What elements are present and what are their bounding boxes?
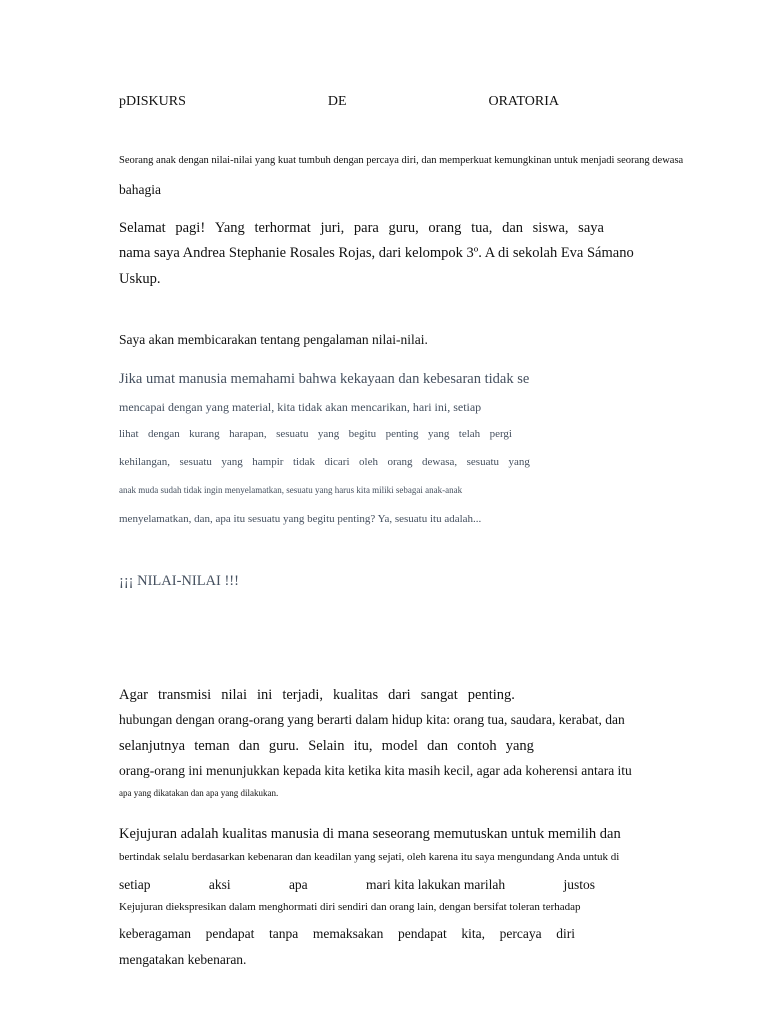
word: yang xyxy=(505,738,534,754)
word: Yang xyxy=(214,220,245,236)
word: ini xyxy=(257,687,273,703)
word: keberagaman xyxy=(119,926,191,941)
intro-line-2: nama saya Andrea Stephanie Rosales Rojas, dari kelompok 3º. A di sekolah Eva Sámano xyxy=(119,245,634,261)
paragraph1-line-1: Jika umat manusia memahami bahwa kekayaan dan kebesaran tidak se xyxy=(119,371,530,387)
word: oleh xyxy=(359,456,378,468)
word: tua, xyxy=(471,220,493,236)
word: sesuatu xyxy=(466,456,500,468)
subtitle-line-2: bahagia xyxy=(119,182,161,197)
word: selanjutnya xyxy=(119,738,186,754)
word: tidak xyxy=(292,456,315,468)
word: percaya xyxy=(499,926,542,941)
word: dari xyxy=(388,687,411,703)
paragraph3-line-5 xyxy=(119,927,575,941)
word: harapan, xyxy=(229,428,267,440)
paragraph3-line-6: mengatakan kebenaran. xyxy=(119,952,247,967)
paragraph1-line-5: anak muda sudah tidak ingin menyelamatkan, sesuatu yang harus kita miliki sebagai anak-anak xyxy=(119,485,463,495)
word: pendapat xyxy=(205,926,255,941)
word: dicari xyxy=(324,456,350,468)
exclamation-heading: ¡¡¡ NILAI-NILAI !!! xyxy=(119,573,239,589)
word: saya xyxy=(578,220,604,236)
word: pDISKURS xyxy=(119,94,186,109)
word: orang xyxy=(387,456,413,468)
paragraph3-line-1: Kejujuran adalah kualitas manusia di mana seseorang memutuskan untuk memilih dan xyxy=(119,826,621,842)
word: dan xyxy=(427,738,448,754)
word: sesuatu xyxy=(276,428,309,440)
intro-line-1 xyxy=(119,221,604,236)
paragraph2-line-5: apa yang dikatakan dan apa yang dilakukan. xyxy=(119,788,279,798)
word: mari kita lakukan marilah xyxy=(366,877,506,892)
word: para xyxy=(353,220,379,236)
word: guru. xyxy=(268,738,300,754)
paragraph3-line-4: Kejujuran diekspresikan dalam menghormati diri sendiri dan orang lain, dengan bersifat toleran terhadap xyxy=(119,901,581,913)
word: memaksakan xyxy=(312,926,384,941)
paragraph2-line-3 xyxy=(119,739,534,754)
word: penting xyxy=(385,428,419,440)
word: Selamat xyxy=(119,220,166,236)
word: ORATORIA xyxy=(488,94,559,109)
word: penting. xyxy=(467,687,515,703)
word: kehilangan, xyxy=(119,456,171,468)
paragraph3-line-2: bertindak selalu berdasarkan kebenaran dan keadilan yang sejati, oleh karena itu saya mengundang Anda untuk di xyxy=(119,851,620,863)
word: contoh xyxy=(457,738,497,754)
word: DE xyxy=(327,94,347,109)
word: yang xyxy=(317,428,340,440)
word: yang xyxy=(221,456,243,468)
word: orang xyxy=(428,220,462,236)
word: Agar xyxy=(119,687,148,703)
word: sesuatu xyxy=(179,456,212,468)
paragraph1-line-3 xyxy=(119,429,512,440)
word: sangat xyxy=(420,687,458,703)
word: dan xyxy=(238,738,260,754)
paragraph2-line-2: hubungan dengan orang-orang yang berarti dalam hidup kita: orang tua, saudara, kerabat, dan xyxy=(119,712,625,727)
word: dewasa, xyxy=(422,456,458,468)
topic-line: Saya akan membicarakan tentang pengalaman nilai-nilai. xyxy=(119,332,428,347)
word: pendapat xyxy=(398,926,447,941)
word: terhormat xyxy=(254,220,311,236)
word: siswa, xyxy=(532,220,569,236)
word: dengan xyxy=(147,428,180,440)
word: nilai xyxy=(221,687,247,703)
word: Selain xyxy=(308,738,345,754)
word: terjadi, xyxy=(282,687,323,703)
word: teman xyxy=(194,738,230,754)
paragraph1-line-4 xyxy=(119,457,530,468)
word: pagi! xyxy=(175,220,206,236)
word: kurang xyxy=(189,428,220,440)
word: guru, xyxy=(388,220,419,236)
word: pergi xyxy=(489,428,512,440)
word: telah xyxy=(458,428,481,440)
word: setiap xyxy=(119,877,151,892)
word: begitu xyxy=(348,428,377,440)
document-title xyxy=(119,95,559,109)
word: tanpa xyxy=(268,926,299,941)
word: transmisi xyxy=(158,687,212,703)
word: aksi xyxy=(208,877,231,892)
word: model xyxy=(381,738,418,754)
word: kita, xyxy=(461,926,485,941)
paragraph2-line-1 xyxy=(119,688,515,703)
paragraph3-line-3 xyxy=(119,878,595,892)
paragraph2-line-4: orang-orang ini menunjukkan kepada kita ketika kita masih kecil, agar ada koherensi antara itu xyxy=(119,763,632,778)
paragraph1-line-2: mencapai dengan yang material, kita tidak akan mencarikan, hari ini, setiap xyxy=(119,400,482,414)
word: yang xyxy=(427,428,450,440)
word: yang xyxy=(508,456,530,468)
word: apa xyxy=(288,877,308,892)
word: kualitas xyxy=(333,687,379,703)
word: lihat xyxy=(119,428,139,440)
word: juri, xyxy=(320,220,345,236)
word: itu, xyxy=(353,738,373,754)
intro-line-3: Uskup. xyxy=(119,271,161,287)
subtitle-line-1: Seorang anak dengan nilai-nilai yang kuat tumbuh dengan percaya diri, dan memperkuat kemungkinan untuk menjadi seorang dewasa xyxy=(119,155,684,166)
word: diri xyxy=(556,926,575,941)
word: hampir xyxy=(252,456,284,468)
paragraph1-line-6: menyelamatkan, dan, apa itu sesuatu yang begitu penting? Ya, sesuatu itu adalah... xyxy=(119,513,482,525)
word: justos xyxy=(563,877,595,892)
word: dan xyxy=(502,220,523,236)
